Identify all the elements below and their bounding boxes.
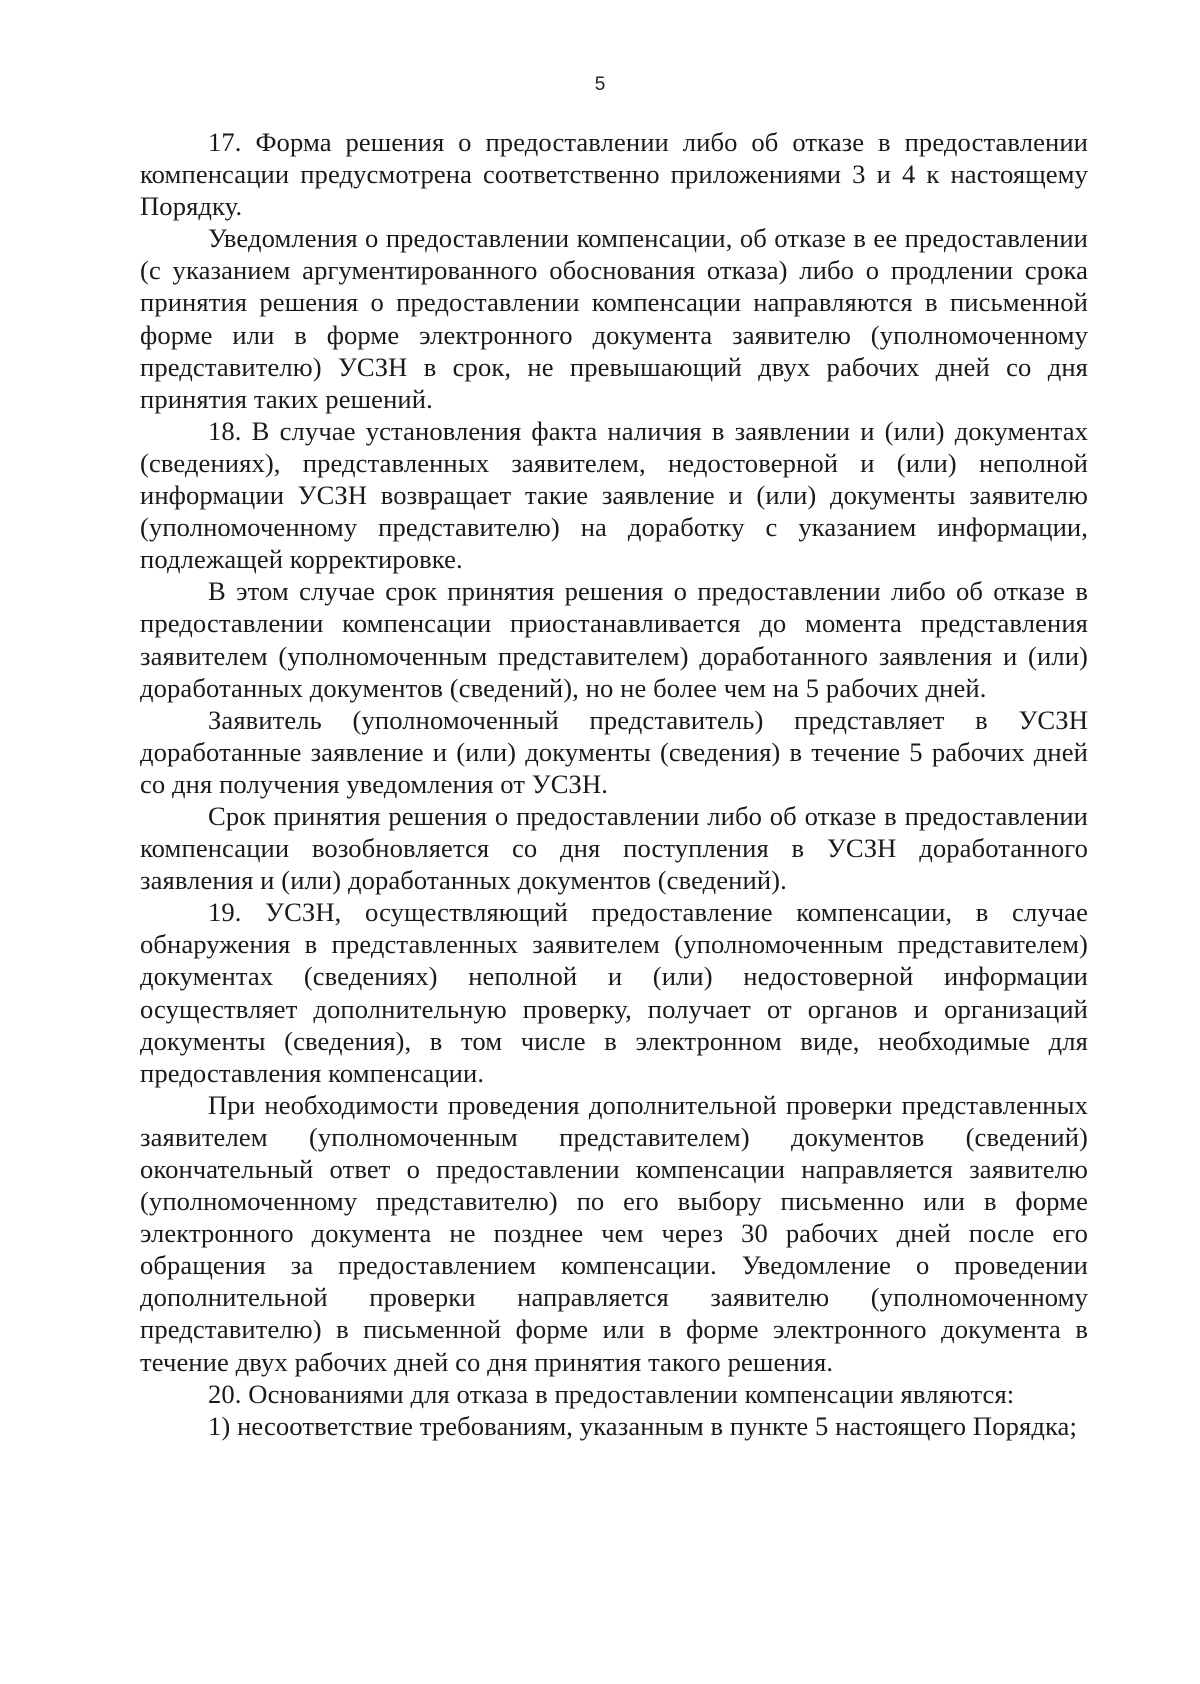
page-number: 5	[594, 74, 606, 95]
document-body	[140, 126, 1088, 1442]
paragraph-applicant-submission: Заявитель (уполномоченный представитель) представляет в УСЗН доработанные заявление и (или) документы (сведения) в течение 5 рабочих дней со дня получения уведомления от УСЗН.	[140, 704, 1088, 799]
paragraph-notifications: Уведомления о предоставлении компенсации, об отказе в ее предоставлении (с указанием аргументированного обоснования отказа) либо о продлении срока принятия решения о предоставлении компенсации направляются в письменной форме или в форме электронного документа заявителю (уполномоченному представителю) УСЗН в срок, не превышающий двух рабочих дней со дня принятия таких решений.	[140, 223, 1088, 414]
paragraph-suspension: В этом случае срок принятия решения о предоставлении либо об отказе в предоставлении компенсации приостанавливается до момента представления заявителем (уполномоченным представителем) доработанного заявления и (или) доработанных документов (сведений), но не более чем на 5 рабочих дней.	[140, 576, 1088, 703]
paragraph-19: 19. УСЗН, осуществляющий предоставление компенсации, в случае обнаружения в представленных заявителем (уполномоченным представителем) документах (сведениях) неполной и (или) недостоверной информации осуществляет дополнительную проверку, получает от органов и организаций документы (сведения), в том числе в электронном виде, необходимые для предоставления компенсации.	[140, 897, 1088, 1088]
paragraph-resumption: Срок принятия решения о предоставлении либо об отказе в предоставлении компенсации возобновляется со дня поступления в УСЗН доработанного заявления и (или) доработанных документов (сведений).	[140, 800, 1088, 896]
paragraph-18: 18. В случае установления факта наличия в заявлении и (или) документах (сведениях), представленных заявителем, недостоверной и (или) неполной информации УСЗН возвращает такие заявление и (или) документы заявителю (уполномоченному представителю) на доработку с указанием информации, подлежащей корректировке.	[140, 415, 1088, 575]
list-item-1: 1) несоответствие требованиям, указанным в пункте 5 настоящего Порядка;	[208, 1410, 1077, 1441]
paragraph-17: 17. Форма решения о предоставлении либо об отказе в предоставлении компенсации предусмотрена соответственно приложениями 3 и 4 к настоящему Порядку.	[140, 127, 1088, 222]
paragraph-20: 20. Основаниями для отказа в предоставлении компенсации являются:	[208, 1378, 1015, 1409]
paragraph-additional-check: При необходимости проведения дополнительной проверки представленных заявителем (уполномоченным представителем) документов (сведений) окончательный ответ о предоставлении компенсации направляется заявителю (уполномоченному представителю) по его выбору письменно или в форме электронного документа не позднее чем через 30 рабочих дней после его обращения за предоставлением компенсации. Уведомление о проведении дополнительной проверки направляется заявителю (уполномоченному представителю) в письменной форме или в форме электронного документа в течение двух рабочих дней со дня принятия такого решения.	[140, 1089, 1088, 1377]
